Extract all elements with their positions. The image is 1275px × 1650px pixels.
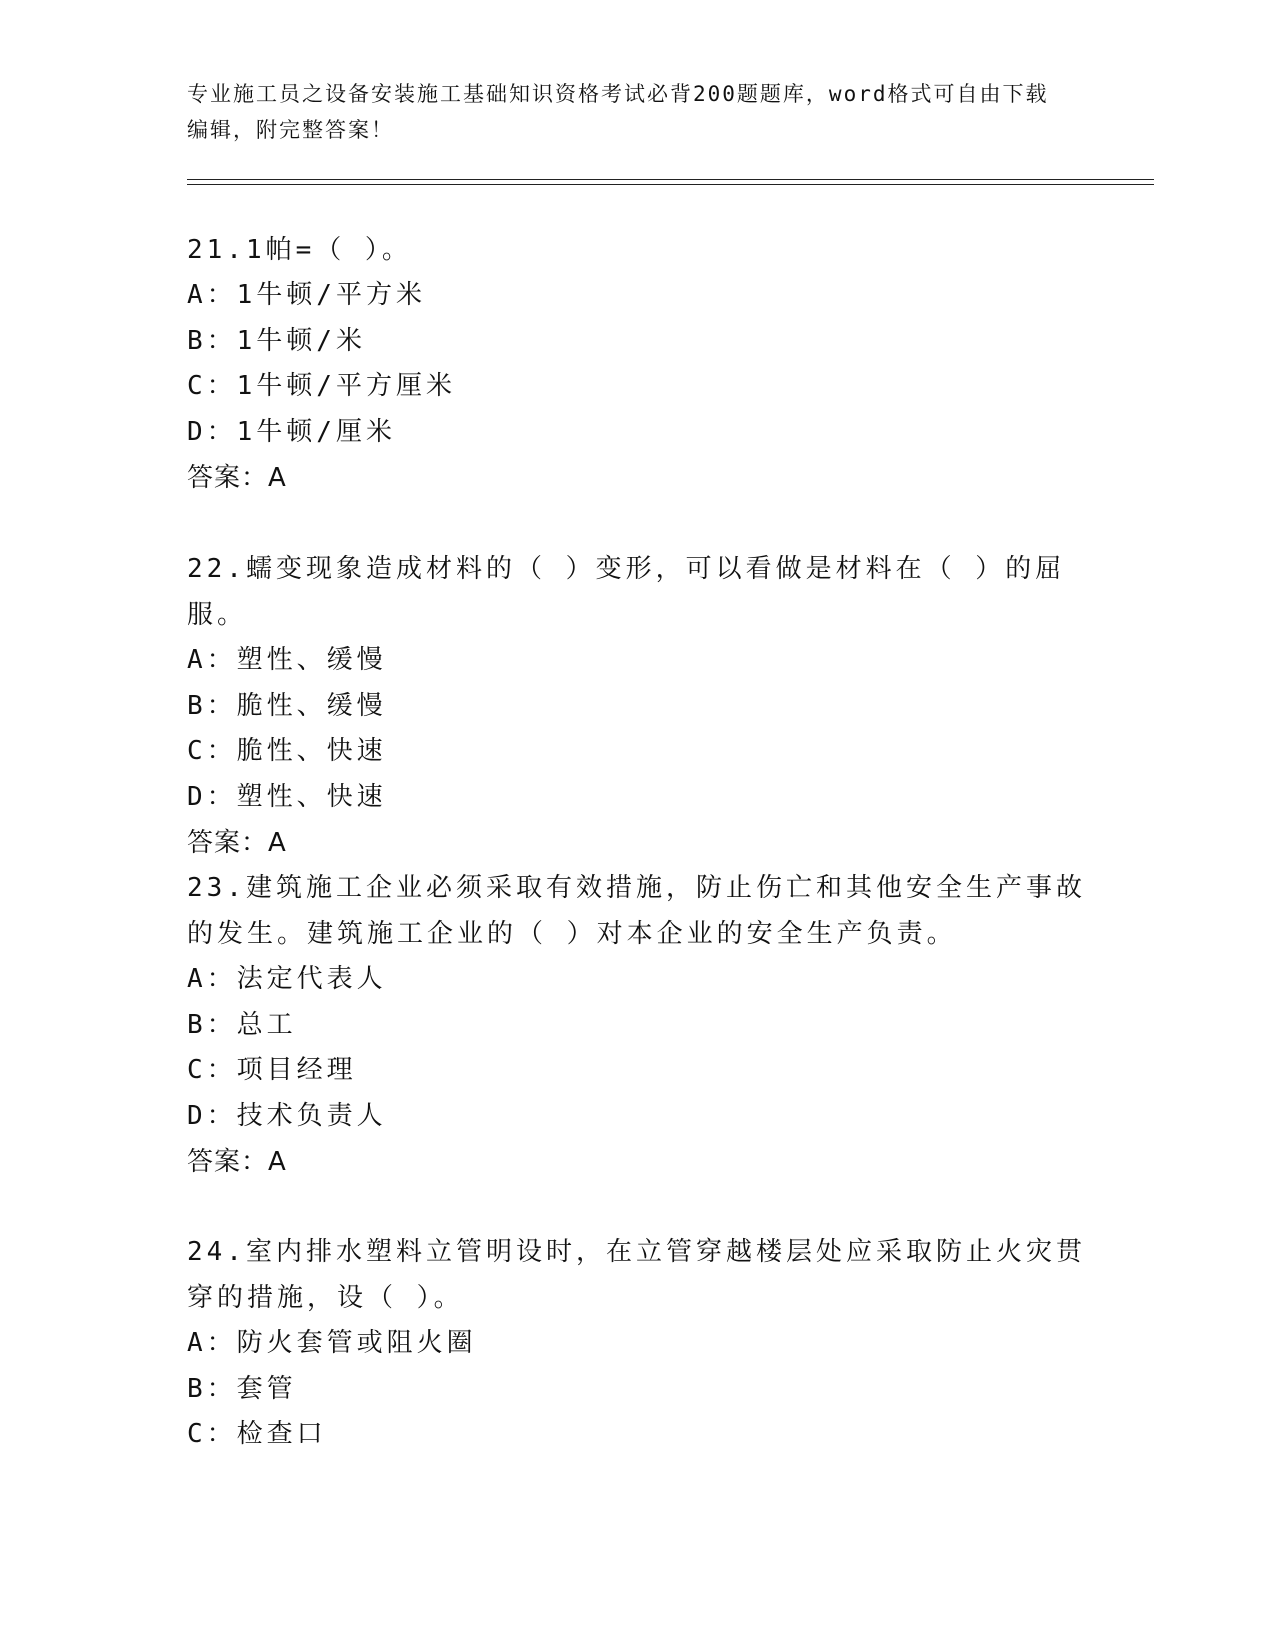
option-a: A：法定代表人 [187,964,387,994]
option-c: C：1牛顿/平方厘米 [187,371,456,401]
header-divider-top [187,179,1154,180]
question-23 [187,865,1087,1185]
question-text: 21.1帕=（ ）。 [187,235,412,265]
question-22 [187,546,1087,866]
option-b: B：1牛顿/米 [187,325,366,356]
option-d: D：技术负责人 [187,1100,387,1131]
answer: 答案：A [187,463,287,493]
option-a: A：防火套管或阻火圈 [187,1328,477,1358]
answer: 答案：A [187,828,287,858]
option-d: D：1牛顿/厘米 [187,416,396,447]
header-text: 专业施工员之设备安装施工基础知识资格考试必背200题题库，word格式可自由下载编辑，附完整答案！ [187,82,1049,142]
option-b: B：总工 [187,1009,297,1040]
option-a: A：塑性、缓慢 [187,645,387,675]
question-text: 22.蠕变现象造成材料的（ ）变形，可以看做是材料在（ ）的屈服。 [187,554,1066,630]
question-21 [187,227,1087,501]
question-text: 23.建筑施工企业必须采取有效措施，防止伤亡和其他安全生产事故的发生。建筑施工企业的（ ）对本企业的安全生产负责。 [187,873,1086,949]
option-d: D：塑性、快速 [187,781,387,812]
document-header [187,76,1067,148]
option-c: C：项目经理 [187,1055,357,1085]
question-text: 24.室内排水塑料立管明设时，在立管穿越楼层处应采取防止火灾贯穿的措施，设（ ）。 [187,1237,1086,1313]
question-24 [187,1229,1087,1458]
option-c: C：检查口 [187,1419,327,1449]
option-a: A：1牛顿/平方米 [187,280,426,310]
option-c: C：脆性、快速 [187,736,387,766]
answer: 答案：A [187,1147,287,1177]
header-divider-bottom [187,184,1154,185]
option-b: B：套管 [187,1373,297,1404]
option-b: B：脆性、缓慢 [187,690,387,721]
